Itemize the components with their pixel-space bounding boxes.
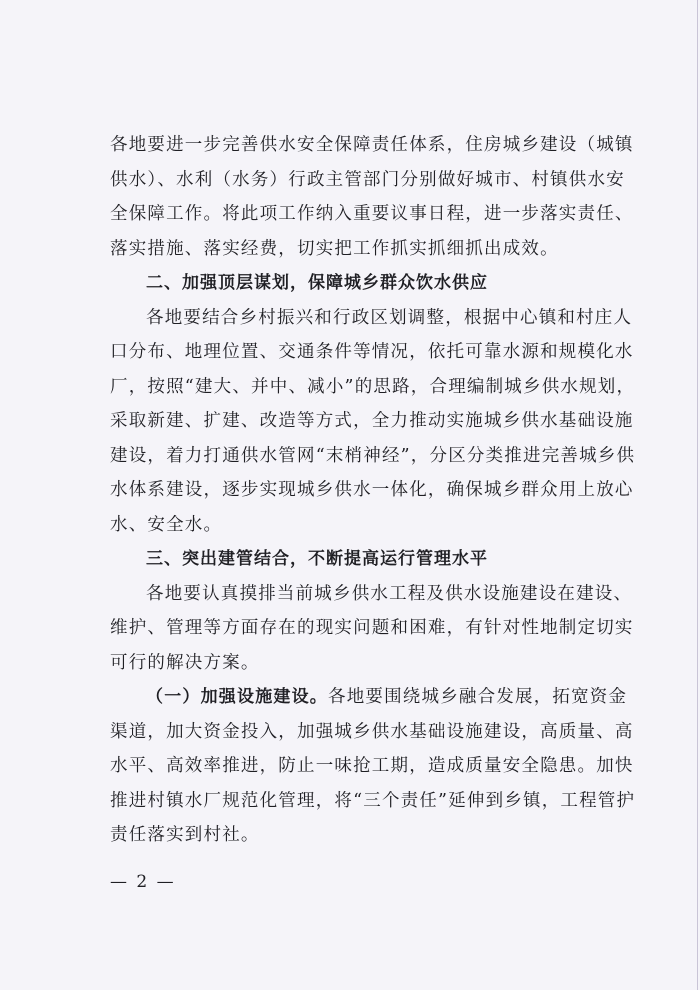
paragraph-text: 各地要围绕城乡融合发展，拓宽资金: [328, 687, 628, 707]
paragraph-line: 全保障工作。将此项工作纳入重要议事日程，进一步落实责任、: [110, 204, 634, 224]
paragraph-line: 各地要结合乡村振兴和行政区划调整，根据中心镇和村庄人: [146, 307, 633, 328]
paragraph-line: 落实措施、落实经费，切实把工作抓实抓细抓出成效。: [110, 238, 559, 259]
paragraph-line: 维护、管理等方面存在的现实问题和困难，有针对性地制定切实: [110, 618, 634, 638]
section-heading-3: 三、突出建管结合，不断提高运行管理水平: [146, 549, 488, 569]
page-edge-line: [697, 0, 698, 990]
paragraph-line: 各地要认真摸排当前城乡供水工程及供水设施建设在建设、: [146, 583, 633, 604]
subsection-lead: （一）加强设施建设。: [146, 687, 328, 707]
paragraph-line: [110, 680, 628, 715]
paragraph-line: 建设，着力打通供水管网“末梢神经”，分区分类推进完善城乡供: [110, 445, 636, 466]
paragraph-line: 水平、高效率推进，防止一味抢工期，造成质量安全隐患。加快: [110, 756, 634, 776]
paragraph-line: 水体系建设，逐步实现城乡供水一体化，确保城乡群众用上放心: [110, 480, 634, 500]
document-body: [110, 128, 636, 853]
paragraph-line: 渠道，加大资金投入，加强城乡供水基础设施建设，高质量、高: [110, 721, 634, 742]
page-number: — 2 —: [110, 872, 176, 892]
paragraph-line: 可行的解决方案。: [110, 652, 260, 673]
paragraph-line: 水、安全水。: [110, 514, 223, 535]
section-heading-2: 二、加强顶层谋划，保障城乡群众饮水供应: [146, 273, 488, 293]
paragraph-line: 厂，按照“建大、并中、减小”的思路，合理编制城乡供水规划，: [110, 376, 636, 397]
paragraph-line: 责任落实到村社。: [110, 825, 260, 845]
paragraph-line: 推进村镇水厂规范化管理，将“三个责任”延伸到乡镇，工程管护: [110, 790, 636, 811]
paragraph-line: 供水）、水利（水务）行政主管部门分别做好城市、村镇供水安: [110, 169, 625, 190]
paragraph-line: 采取新建、扩建、改造等方式，全力推动实施城乡供水基础设施: [110, 411, 634, 431]
paragraph-line: 各地要进一步完善供水安全保障责任体系，住房城乡建设（城镇: [110, 135, 634, 155]
paragraph-line: 口分布、地理位置、交通条件等情况，依托可靠水源和规模化水: [110, 342, 634, 362]
